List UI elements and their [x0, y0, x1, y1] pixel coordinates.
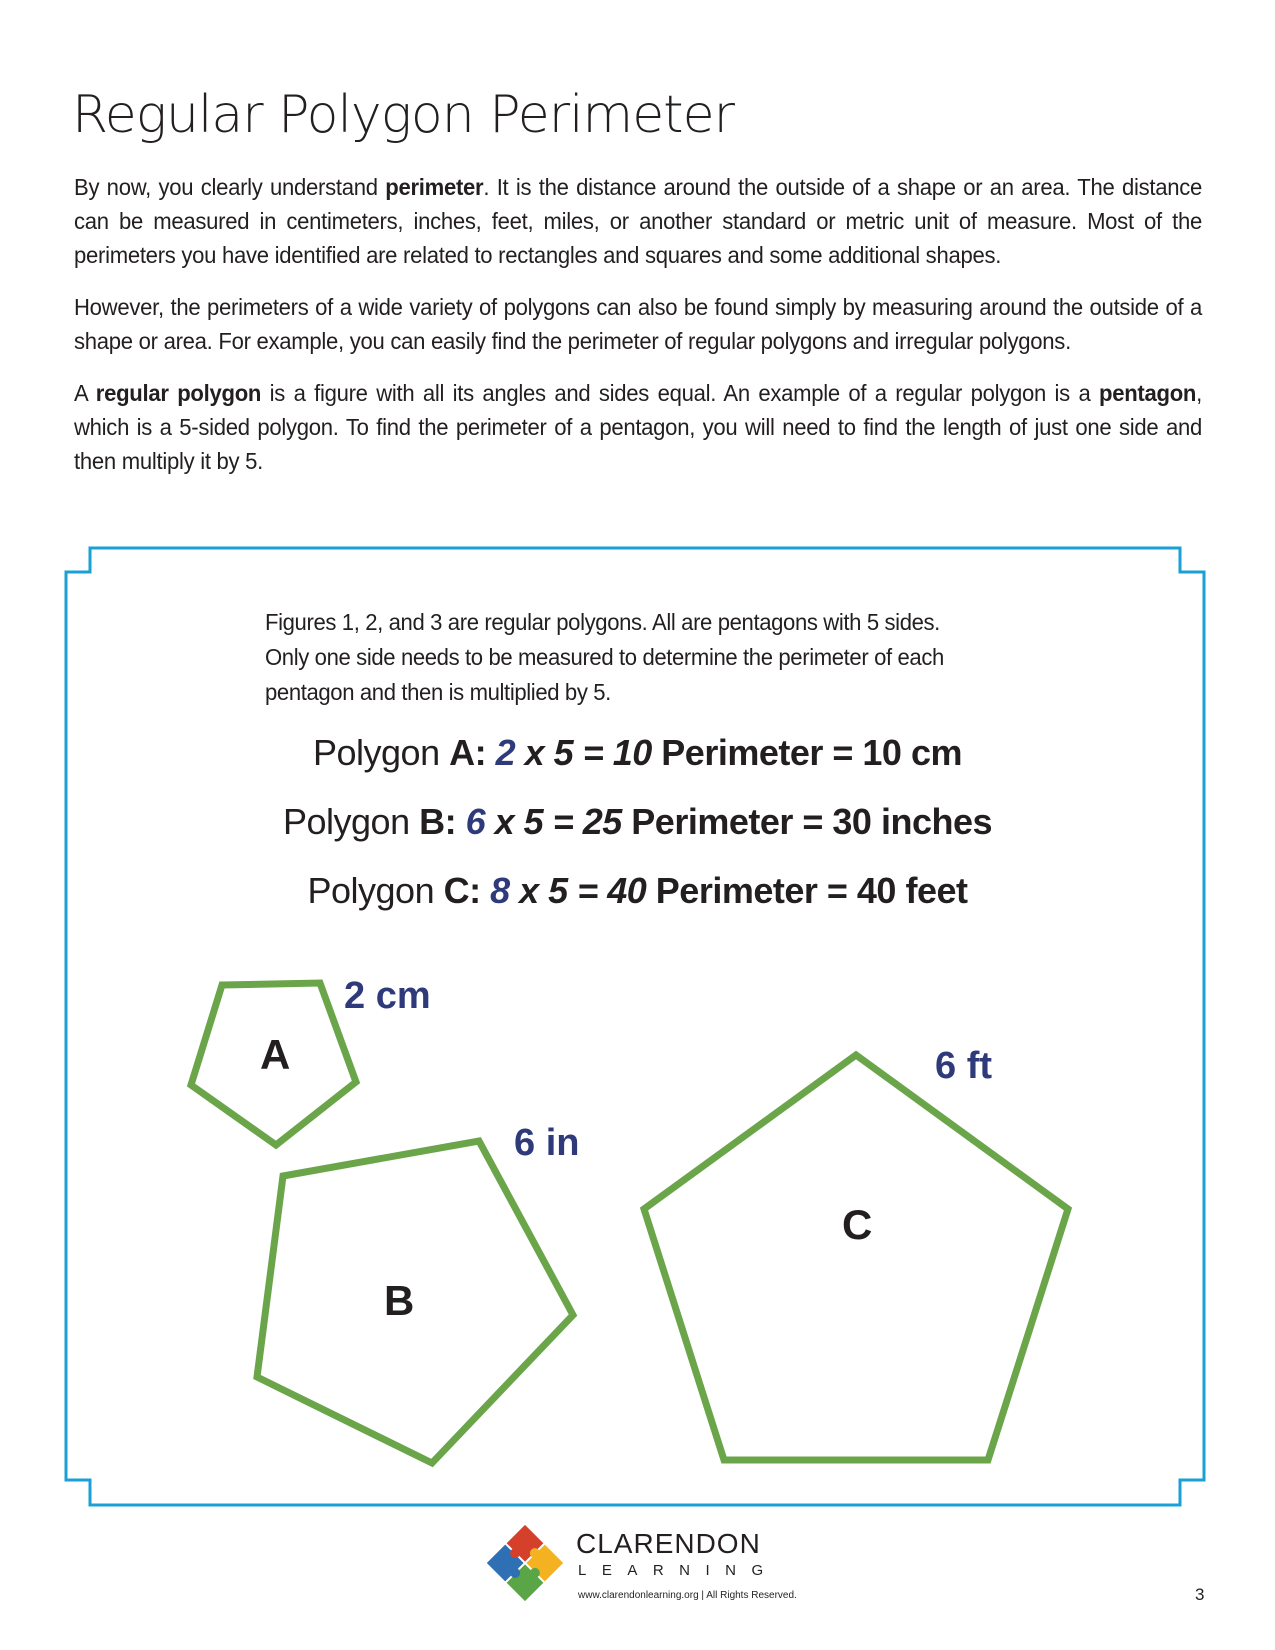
intro-paragraph-2: However, the perimeters of a wide variety of polygons can also be found simply by measuring around the outside of a shape or area. For example, you can easily find the perimeter of regular polygons and irregular polygons.: [74, 294, 1202, 354]
eq-perimeter: Perimeter = 40 feet: [646, 870, 968, 911]
eq-letter: A:: [449, 732, 487, 773]
puzzle-logo-icon: [484, 1522, 566, 1604]
eq-times: x 5 =: [515, 732, 613, 773]
eq-letter: C:: [443, 870, 481, 911]
eq-result: 25: [582, 801, 622, 842]
pentagon-c-side-label: 6 ft: [935, 1045, 992, 1087]
eq-result: 10: [612, 732, 652, 773]
box-note: Figures 1, 2, and 3 are regular polygons. All are pentagons with 5 sides. Only one side needs to be measured to determine the perimeter of each pentagon and then is multiplied by 5.: [265, 609, 944, 705]
term-pentagon: pentagon: [1098, 380, 1197, 406]
term-regular-polygon: regular polygon: [95, 380, 262, 406]
eq-result: 40: [607, 870, 647, 911]
eq-letter: B:: [419, 801, 457, 842]
page-number: 3: [1195, 1585, 1205, 1604]
eq-lead: Polygon: [313, 732, 450, 773]
equation-c: [0, 870, 1275, 912]
eq-times: x 5 =: [509, 870, 608, 911]
equation-b: [0, 801, 1275, 843]
pentagon-b: [257, 1141, 573, 1463]
pentagon-a-label: A: [260, 1031, 291, 1078]
eq-perimeter: Perimeter = 30 inches: [621, 801, 992, 842]
eq-times: x 5 =: [485, 801, 583, 842]
pentagon-c: [644, 1055, 1068, 1460]
text-run: . It is the distance around the outside of a shape or an area. The distance can be measured in centimeters, inches, feet, miles, or another standard or metric unit of measure. Most of the perimeters you have identified are related to rectangles and squares and some additional shapes.: [74, 174, 1202, 268]
eq-perimeter: Perimeter = 10 cm: [651, 732, 962, 773]
page-title: Regular Polygon Perimeter: [72, 85, 734, 145]
text-run: , which is a 5-sided polygon. To find the perimeter of a pentagon, you will need to find the length of just one side and then multiply it by 5.: [74, 380, 1202, 474]
equation-a: [0, 732, 1275, 774]
text-run: By now, you clearly understand: [74, 174, 386, 200]
brand-subname: LEARNING: [578, 1562, 779, 1579]
copyright-text: www.clarendonlearning.org | All Rights Reserved.: [578, 1590, 797, 1601]
text-run: is a figure with all its angles and sides equal. An example of a regular polygon is a: [261, 380, 1099, 406]
eq-lead: Polygon: [283, 801, 420, 842]
pentagon-b-label: B: [384, 1277, 415, 1324]
pentagon-a-side-label: 2 cm: [344, 975, 431, 1017]
eq-side: 6: [465, 801, 486, 842]
eq-side: 2: [495, 732, 516, 773]
pentagon-c-label: C: [842, 1201, 873, 1248]
eq-side: 8: [490, 870, 510, 911]
brand-name: CLARENDON: [576, 1528, 761, 1559]
term-perimeter: perimeter: [385, 174, 484, 200]
text-run: A: [74, 380, 96, 406]
eq-lead: Polygon: [307, 870, 444, 911]
pentagon-b-side-label: 6 in: [514, 1122, 580, 1164]
